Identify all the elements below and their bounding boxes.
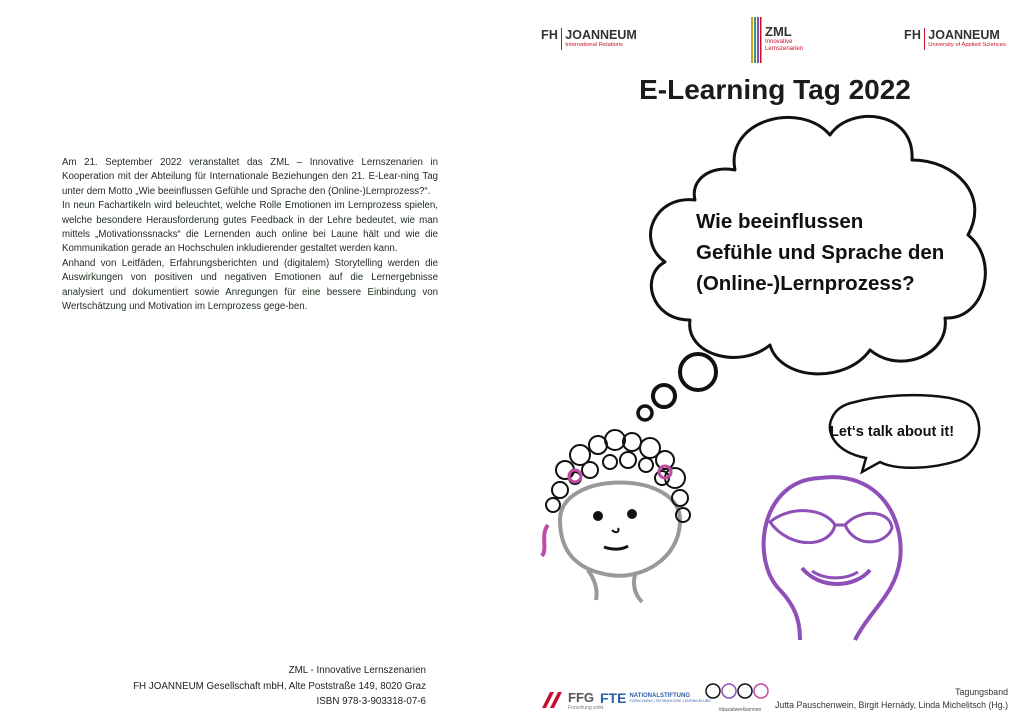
back-paragraph: In neun Fachartikeln wird beleuchtet, welche Rolle Emotionen im Lernprozess spielen, welche besondere Herausforderung gutes Feedback in der Lehre bedeutet, wie man mittels „Motivationssnacks“ die Lernenden auch online bei Laune hält und wie die Kommunikation gerade an Hochschulen inkludierender gestaltet werden kann. — [62, 200, 438, 255]
fh-joanneum-international-logo — [541, 28, 637, 50]
fte-name-text: NATIONALSTIFTUNG — [629, 693, 691, 699]
zml-logo — [750, 16, 803, 64]
logo-sub-text: University of Applied Sciences — [928, 42, 1006, 48]
footer-type: Tagungsband — [955, 687, 1008, 697]
logo-sub-text: International Relations — [565, 42, 623, 48]
zml-sub-text: Lernszenarien — [765, 45, 804, 52]
speech-text: Let‘s talk about it! — [830, 424, 955, 440]
ffg-logo — [540, 688, 605, 712]
thought-bubble-large — [680, 354, 716, 390]
zml-name-text: ZML — [765, 24, 792, 39]
ffg-icon — [540, 688, 566, 712]
ffg-text: FFG — [568, 689, 594, 705]
fh-joanneum-university-logo — [904, 28, 1006, 50]
imprint-line: FH JOANNEUM Gesellschaft mbH, Alte Poststraße 149, 8020 Graz — [133, 680, 426, 692]
cloud-text — [696, 206, 956, 299]
imprint-line: ISBN 978-3-903318-07-6 — [316, 696, 426, 708]
back-cover-text — [62, 156, 438, 314]
logo-name-text: JOANNEUM — [565, 28, 637, 42]
purple-character — [764, 477, 901, 640]
logo-fh-text: FH — [904, 28, 922, 42]
cloud-line: (Online-)Lernprozess? — [696, 272, 915, 295]
thought-bubble-medium — [653, 385, 675, 407]
cover-title: E-Learning Tag 2022 — [639, 74, 911, 105]
zml-icon — [750, 16, 762, 64]
fte-logo — [600, 690, 711, 706]
thought-bubble-small — [638, 406, 652, 420]
zml-sub-text: Innovative — [765, 39, 793, 45]
back-paragraph: Am 21. September 2022 veranstaltet das ZML – Innovative Lernszenarien in Kooperation mit der Abteilung für Internationale Beziehungen den 21. E-Lear-ning Tag unter dem Motto „Wie beeinflussen Gefühle und Sprache den (Online-)Lernprozess?“. — [62, 157, 438, 197]
logo-fh-text: FH — [541, 28, 559, 42]
faces-sub-text: #dasistwerkleinnen — [718, 707, 762, 713]
fte-text: FTE — [600, 690, 627, 706]
fte-sub-text: FORSCHUNG | TECHNOLOGIE | ENTWICKLUNG — [629, 699, 712, 703]
faces-logo — [704, 680, 776, 713]
footer-right — [775, 686, 1008, 711]
cloud-line: Gefühle und Sprache den — [696, 241, 945, 264]
imprint — [133, 663, 426, 710]
cover-illustration — [520, 100, 1024, 660]
ffg-sub-text: Forschung wirkt. — [568, 704, 605, 711]
logo-name-text: JOANNEUM — [928, 28, 1000, 42]
cloud-line: Wie beeinflussen — [696, 210, 864, 233]
back-paragraph: Anhand von Leitfäden, Erfahrungsberichten und (digitalem) Storytelling werden die Auswirkungen von positiven und negativen Emotionen auf die Lernergebnisse analysiert und dokumentiert sowie Anregungen für eine bessere Einbindung von Wertschätzung und Motivation im Lernprozess gege-ben. — [62, 257, 438, 313]
footer-editors: Jutta Pauschenwein, Birgit Hernády, Linda Michelitsch (Hg.) — [774, 699, 1008, 710]
faces-icon — [704, 680, 776, 702]
imprint-line: ZML - Innovative Lernszenarien — [288, 665, 426, 676]
girl-character — [542, 430, 690, 602]
